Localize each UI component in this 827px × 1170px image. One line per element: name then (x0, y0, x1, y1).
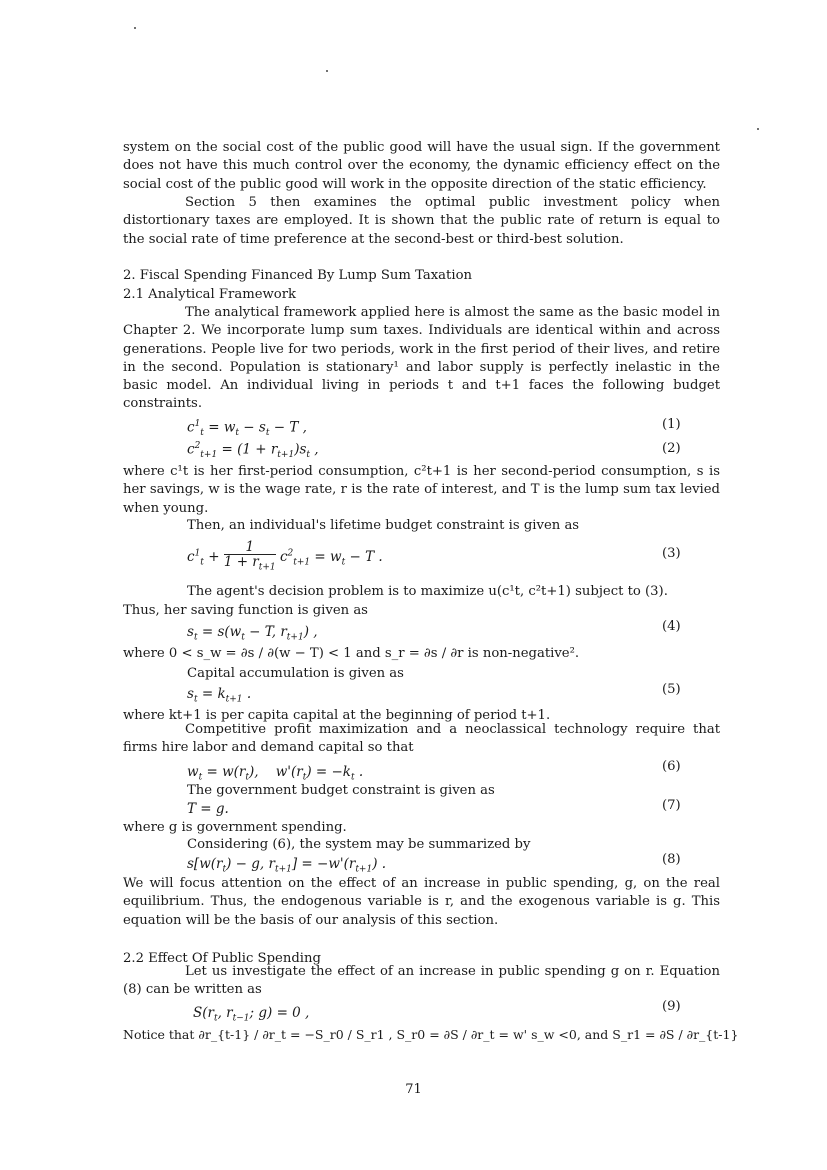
equation-6-number: (6) (662, 759, 681, 774)
equation-8: $s[w(r_t) - g$, $r_{t+1}] = -w'(r_{t+1})$ . (187, 856, 387, 875)
then-line: Then, an individual's lifetime budget constraint is given as (187, 518, 580, 533)
where-paragraph-1: where c¹t is her first-period consumption, c²t+1 is her second-period consumption, s is her savings, w is the wage rate, r is the rate of interest, and T is the lump sum tax levied when young. (123, 464, 720, 516)
considering-line: Considering (6), the system may be summarized by (187, 837, 531, 852)
intro-paragraph: system on the social cost of the public good will have the usual sign. If the government does not have this much control over the economy, the dynamic efficiency effect on the social cost of the public good will work in the opposite direction of the static efficiency. (123, 140, 720, 192)
where-line-3: where kt+1 is per capita capital at the beginning of period t+1. (123, 708, 551, 723)
heading-2-2: 2.2 Effect Of Public Spending (123, 951, 321, 966)
effect-paragraph: Let us investigate the effect of an increase in public spending g on r. Equation (8) can be written as (123, 964, 720, 998)
equation-3-number: (3) (662, 546, 681, 561)
equation-9-number: (9) (662, 999, 681, 1014)
equation-4-number: (4) (662, 619, 681, 634)
gov-line: The government budget constraint is given as (187, 783, 495, 798)
agent-line: The agent's decision problem is to maximize u(c¹t, c²t+1) subject to (3). (187, 584, 668, 599)
equation-2: $c^2_{t+1} = (1 + r_{t+1})s_t$ , (187, 441, 319, 461)
where-line-4: where g is government spending. (123, 820, 347, 835)
equation-4: $s_t = s(w_t - T$, $r_{t+1}$) , (187, 624, 318, 643)
equation-1: $c^1_t = w_t - s_t - T$ , (187, 419, 307, 439)
equation-8-number: (8) (662, 852, 681, 867)
notice-line: Notice that ∂r_{t-1} / ∂r_t = −S_r0 / S_r1 , S_r0 = ∂S / ∂r_t = w' s_w <0, and S_r1 = ∂S / ∂r_{t-1} (123, 1027, 739, 1042)
capital-line: Capital accumulation is given as (187, 666, 404, 681)
equation-5: $s_t = k_{t+1}$ . (187, 686, 252, 705)
equation-3: $c^1_t$ + $\frac{1}{1 + r_{t+1}}$ $c^2_{t+1} = w_t - T$ . (187, 539, 383, 573)
focus-paragraph: We will focus attention on the effect of an increase in public spending, g, on the real equilibrium. Thus, the endogenous variable is r, and the exogenous variable is g. This equation will be the basis of our analysis of this section. (123, 876, 720, 928)
scan-speck (757, 128, 759, 130)
equation-9: $S(r_t$, $r_{t-1}$; g) = 0 , (193, 1005, 310, 1024)
section5-paragraph: Section 5 then examines the optimal public investment policy when distortionary taxes are employed. It is shown that the public rate of return is equal to the social rate of time preference at the second-best or third-best solution. (123, 195, 720, 247)
competitive-paragraph: Competitive profit maximization and a neoclassical technology require that firms hire labor and demand capital so that (123, 722, 720, 756)
scan-speck (326, 70, 328, 72)
where-line-2: where 0 < s_w = ∂s / ∂(w − T) < 1 and s_r = ∂s / ∂r is non-negative². (123, 646, 580, 661)
equation-5-number: (5) (662, 682, 681, 697)
framework-paragraph: The analytical framework applied here is almost the same as the basic model in Chapter 2. We incorporate lump sum taxes. Individuals are identical within and across generations. People live for two periods, work in the first period of their lives, and retire in the second. Population is stationary¹ and labor supply is perfectly inelastic in the basic model. An individual living in periods t and t+1 faces the following budget constraints. (123, 305, 720, 412)
equation-6: $w_t = w(r_t)$, $w'(r_t) = -k_t$ . (187, 764, 364, 783)
equation-2-number: (2) (662, 441, 681, 456)
page-number: 71 (405, 1082, 422, 1097)
heading-2-1: 2.1 Analytical Framework (123, 287, 297, 302)
equation-1-number: (1) (662, 417, 681, 432)
equation-7: T = g. (187, 801, 229, 817)
thus-line: Thus, her saving function is given as (123, 603, 368, 618)
scan-speck (134, 27, 136, 29)
equation-7-number: (7) (662, 798, 681, 813)
heading-2: 2. Fiscal Spending Financed By Lump Sum Taxation (123, 268, 472, 283)
